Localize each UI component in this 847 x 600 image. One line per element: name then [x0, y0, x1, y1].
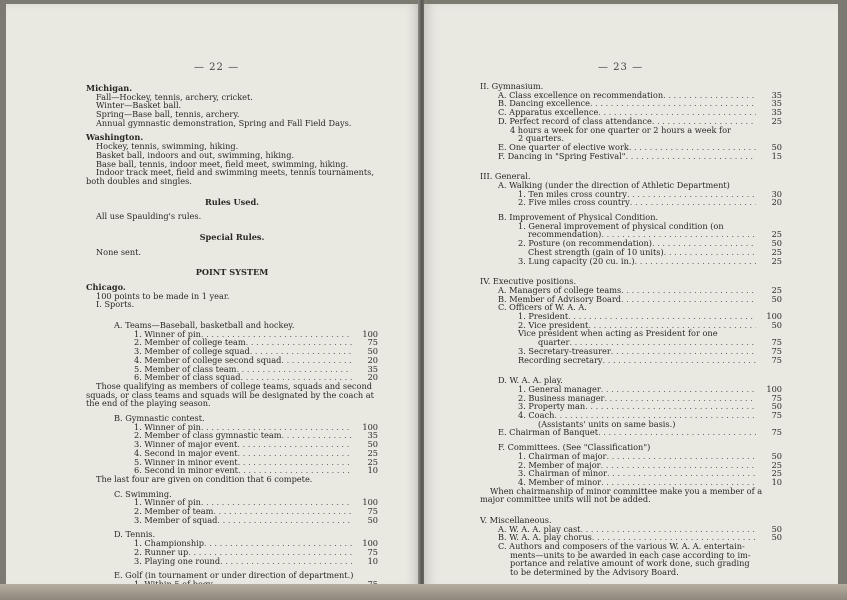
leader-dots [601, 461, 756, 470]
entry-points: 75 [771, 392, 782, 403]
leader-dots [213, 507, 352, 516]
point-entry [480, 356, 782, 365]
entry-label: 2. Member of team [134, 506, 214, 517]
leader-dots [238, 449, 352, 458]
entry-points: 25 [771, 284, 782, 295]
text-line: D. Tennis. [114, 529, 156, 540]
leader-dots [598, 428, 756, 437]
entry-points: 35 [771, 98, 782, 109]
entry-points: 50 [771, 293, 782, 304]
entry-points: 50 [771, 450, 782, 461]
text-line: (Assistants' units on same basis.) [538, 418, 676, 429]
entry-label: 3. Lung capacity (20 cu. in.) [518, 255, 635, 266]
entry-points: 75 [771, 345, 782, 356]
text-line: A. Walking (under the direction of Athletic Department) [498, 179, 730, 190]
text-line: The last four are given on condition that 6 compete. [96, 473, 313, 484]
text-line: III. General. [480, 171, 531, 182]
entry-label: A. Class excellence on recommendation [498, 89, 664, 100]
text-line: C. Swimming. [114, 488, 172, 499]
entry-label: 1. President [518, 311, 569, 322]
point-entry [86, 539, 378, 548]
entry-points: 50 [771, 141, 782, 152]
entry-points: 35 [367, 430, 378, 441]
text-line: Indoor track meet, field and swimming meets, tennis tournaments, [96, 167, 374, 178]
text-line: V. Miscellaneous. [480, 515, 552, 525]
text-line: both doubles and singles. [86, 175, 192, 186]
leader-dots [611, 347, 756, 356]
text-line: 2 quarters. [518, 133, 564, 144]
entry-label: 3. Chairman of minor [518, 468, 607, 479]
entry-label: 1. General manager [518, 383, 601, 394]
entry-points: 35 [367, 363, 378, 374]
text-line: E. Golf (in tournament or under direction of department.) [114, 570, 354, 581]
entry-points: 75 [367, 506, 378, 517]
leader-dots [220, 557, 352, 566]
point-entry [86, 507, 378, 516]
leader-dots [607, 469, 756, 478]
point-entry [86, 548, 378, 557]
entry-label: B. W. A. A. play chorus [498, 532, 592, 543]
text-line: I. Sports. [96, 299, 135, 310]
entry-label: 2. Member of major [518, 459, 601, 470]
entry-points: 25 [771, 115, 782, 126]
entry-points: 100 [362, 328, 378, 339]
entry-points: 25 [771, 459, 782, 470]
page-bottom-edges [0, 584, 847, 600]
entry-points: 100 [766, 383, 782, 394]
text-line: Spring—Base ball, tennis, archery. [96, 109, 240, 120]
entry-label: 3. Property man [518, 401, 586, 412]
leader-dots [626, 152, 757, 161]
entry-label: quarter [538, 337, 570, 348]
leader-dots [606, 452, 756, 461]
text-line: to be determined by the Advisory Board. [510, 567, 679, 578]
section-heading: Rules Used. [204, 196, 260, 207]
entry-points: 25 [771, 468, 782, 479]
entry-points: 25 [771, 229, 782, 240]
leader-dots [621, 295, 756, 304]
entry-label: 1. Winner of pin [134, 497, 201, 508]
section-heading: POINT SYSTEM [195, 267, 269, 278]
entry-points: 50 [771, 401, 782, 412]
right-page [424, 4, 838, 588]
entry-label: 2. Business manager [518, 392, 605, 403]
leader-dots [664, 248, 756, 257]
entry-points: 10 [771, 476, 782, 487]
entry-label: 6. Second in minor event [134, 465, 238, 476]
text-line: All use Spaulding's rules. [96, 211, 202, 222]
page-number-left: — 22 — [194, 62, 240, 73]
entry-points: 50 [771, 319, 782, 330]
entry-label: 4. Coach [518, 410, 555, 421]
entry-label: 1. Winner of pin [134, 328, 201, 339]
leader-dots [621, 286, 756, 295]
right-page-text [480, 82, 782, 577]
text-line: portance and relative amount of work done, such grading [510, 558, 750, 569]
leader-dots [237, 440, 352, 449]
entry-points: 50 [771, 523, 782, 534]
text-line: Michigan. [86, 83, 133, 93]
point-entry [86, 557, 378, 566]
entry-label: 2. Posture (on recommendation) [518, 238, 652, 249]
point-entry [86, 516, 378, 525]
entry-points: 10 [367, 555, 378, 566]
left-page-text [86, 84, 378, 588]
leader-dots [580, 525, 756, 534]
entry-label: E. Chairman of Banquet [498, 427, 599, 438]
text-line: B. Gymnastic contest. [114, 413, 205, 424]
text-line: When chairmanship of minor committee make you a member of a [490, 485, 763, 496]
entry-label: 4. Member of minor [518, 476, 602, 487]
entry-points: 10 [367, 465, 378, 476]
leader-dots [604, 394, 756, 403]
entry-points: 35 [771, 89, 782, 100]
entry-label: 2. Vice president [518, 319, 589, 330]
entry-label: 6. Member of class squad [134, 372, 241, 383]
entry-label: D. Perfect record of class attendance [498, 115, 652, 126]
leader-dots [652, 239, 756, 248]
leader-dots [590, 99, 756, 108]
text-line: squads, or class teams and squads will be designated by the coach at [86, 389, 374, 400]
point-entry [86, 498, 378, 507]
leader-dots [238, 458, 352, 467]
entry-points: 20 [367, 372, 378, 383]
leader-dots [663, 91, 756, 100]
entry-label: 3. Member of college squad [134, 346, 250, 357]
leader-dots [585, 402, 756, 411]
entry-points: 25 [771, 246, 782, 257]
text-line: Chicago. [86, 282, 126, 292]
entry-label: A. Managers of college teams [498, 284, 622, 295]
leader-dots [204, 539, 352, 548]
entry-label: A. W. A. A. play cast [498, 523, 581, 534]
entry-label: B. Dancing excellence [498, 98, 590, 109]
entry-points: 100 [362, 497, 378, 508]
leader-dots [201, 498, 352, 507]
entry-label: 5. Winner in minor event [134, 456, 238, 467]
text-line: D. W. A. A. play. [498, 375, 563, 386]
entry-points: 50 [771, 532, 782, 543]
entry-label: 2. Member of class gymnastic team [134, 430, 282, 441]
entry-points: 25 [367, 447, 378, 458]
text-line: ments—units to be awarded in each case according to im- [510, 549, 751, 560]
entry-label: recommendation) [528, 229, 602, 240]
entry-label: 4. Second in major event [134, 447, 238, 458]
text-line: None sent. [96, 246, 142, 257]
leader-dots [568, 312, 756, 321]
entry-points: 50 [771, 238, 782, 249]
leader-dots [601, 385, 756, 394]
entry-label: Recording secretary [518, 354, 603, 365]
text-line: Vice president when acting as President for one [518, 328, 718, 339]
text-line: the end of the playing season. [86, 398, 211, 409]
text-line: 4 hours a week for one quarter or 2 hours a week for [510, 124, 731, 135]
entry-points: 75 [771, 337, 782, 348]
leader-dots [246, 338, 352, 347]
entry-points: 50 [367, 439, 378, 450]
entry-label: 3. Secretary-treasurer [518, 345, 611, 356]
entry-points: 75 [367, 546, 378, 557]
entry-label: 5. Member of class team [134, 363, 237, 374]
text-line: A. Teams—Baseball, basketball and hockey. [114, 320, 295, 331]
leader-dots [282, 431, 352, 440]
entry-points: 75 [367, 337, 378, 348]
entry-points: 75 [771, 410, 782, 421]
entry-points: 15 [771, 150, 782, 161]
point-entry [480, 428, 782, 437]
entry-points: 50 [367, 346, 378, 357]
leader-dots [629, 143, 756, 152]
entry-label: 1. Championship [134, 538, 204, 549]
point-entry [480, 198, 782, 207]
text-line: Annual gymnastic demonstration, Spring and Fall Field Days. [96, 117, 352, 128]
entry-points: 50 [367, 514, 378, 525]
entry-label: C. Apparatus excellence [498, 107, 599, 118]
point-entry [480, 152, 782, 161]
page-number-right: — 23 — [598, 62, 644, 73]
entry-points: 20 [367, 354, 378, 365]
text-line: II. Gymnasium. [480, 81, 544, 91]
entry-label: 2. Runner up [134, 546, 189, 557]
left-page [6, 4, 420, 588]
entry-points: 100 [766, 311, 782, 322]
leader-dots [635, 257, 756, 266]
entry-points: 100 [362, 421, 378, 432]
text-line: C. Officers of W. A. A. [498, 302, 587, 313]
entry-label: 2. Member of college team [134, 337, 246, 348]
entry-label: 1. Chairman of major [518, 450, 607, 461]
entry-label: 3. Winner of major event [134, 439, 238, 450]
point-entry [480, 257, 782, 266]
entry-points: 30 [771, 188, 782, 199]
entry-label: E. One quarter of elective work [498, 141, 629, 152]
text-line: 1. General improvement of physical condition (on [518, 220, 724, 231]
leader-dots [603, 356, 756, 365]
text-line: C. Authors and composers of the various W. A. A. entertain- [498, 541, 745, 552]
spacer [86, 186, 378, 198]
entry-points: 25 [367, 456, 378, 467]
section-heading: Special Rules. [199, 231, 265, 242]
entry-points: 20 [771, 197, 782, 208]
text-line: Basket ball, indoors and out, swimming, hiking. [96, 149, 295, 160]
entry-points: 35 [771, 107, 782, 118]
text-line: Base ball, tennis, indoor meet, field meet, swimming, hiking. [96, 158, 349, 169]
text-line: Winter—Basket ball. [96, 100, 182, 111]
entry-label: F. Dancing in "Spring Festival" [498, 150, 626, 161]
leader-dots [281, 356, 352, 365]
text-line: 100 points to be made in 1 year. [96, 290, 230, 301]
leader-dots [217, 516, 352, 525]
entry-points: 75 [771, 427, 782, 438]
entry-label: 3. Member of squad [134, 514, 218, 525]
entry-label: 3. Playing one round [134, 555, 221, 566]
text-line: Fall—Hockey, tennis, archery, cricket. [96, 91, 253, 102]
text-line: IV. Executive positions. [480, 276, 577, 287]
entry-label: B. Member of Advisory Board [498, 293, 622, 304]
text-line: Hockey, tennis, swimming, hiking. [96, 141, 239, 152]
entry-points: 75 [771, 354, 782, 365]
entry-label: 1. Ten miles cross country [518, 188, 627, 199]
entry-label: 4. Member of college second squad [134, 354, 282, 365]
text-line: Those qualifying as members of college teams, squads and second [96, 380, 372, 391]
text-line: B. Improvement of Physical Condition. [498, 212, 659, 223]
text-line: Washington. [86, 132, 144, 143]
text-line: F. Committees. (See "Classification") [498, 442, 651, 453]
leader-dots [236, 365, 352, 374]
leader-dots [627, 190, 756, 199]
entry-points: 25 [771, 255, 782, 266]
entry-points: 100 [362, 538, 378, 549]
entry-label: Chest strength (gain of 10 units) [528, 246, 664, 257]
text-line: major committee units will not be added. [480, 494, 651, 505]
entry-label: 2. Five miles cross country [518, 197, 630, 208]
leader-dots [630, 198, 756, 207]
entry-label: 1. Winner of pin [134, 421, 201, 432]
